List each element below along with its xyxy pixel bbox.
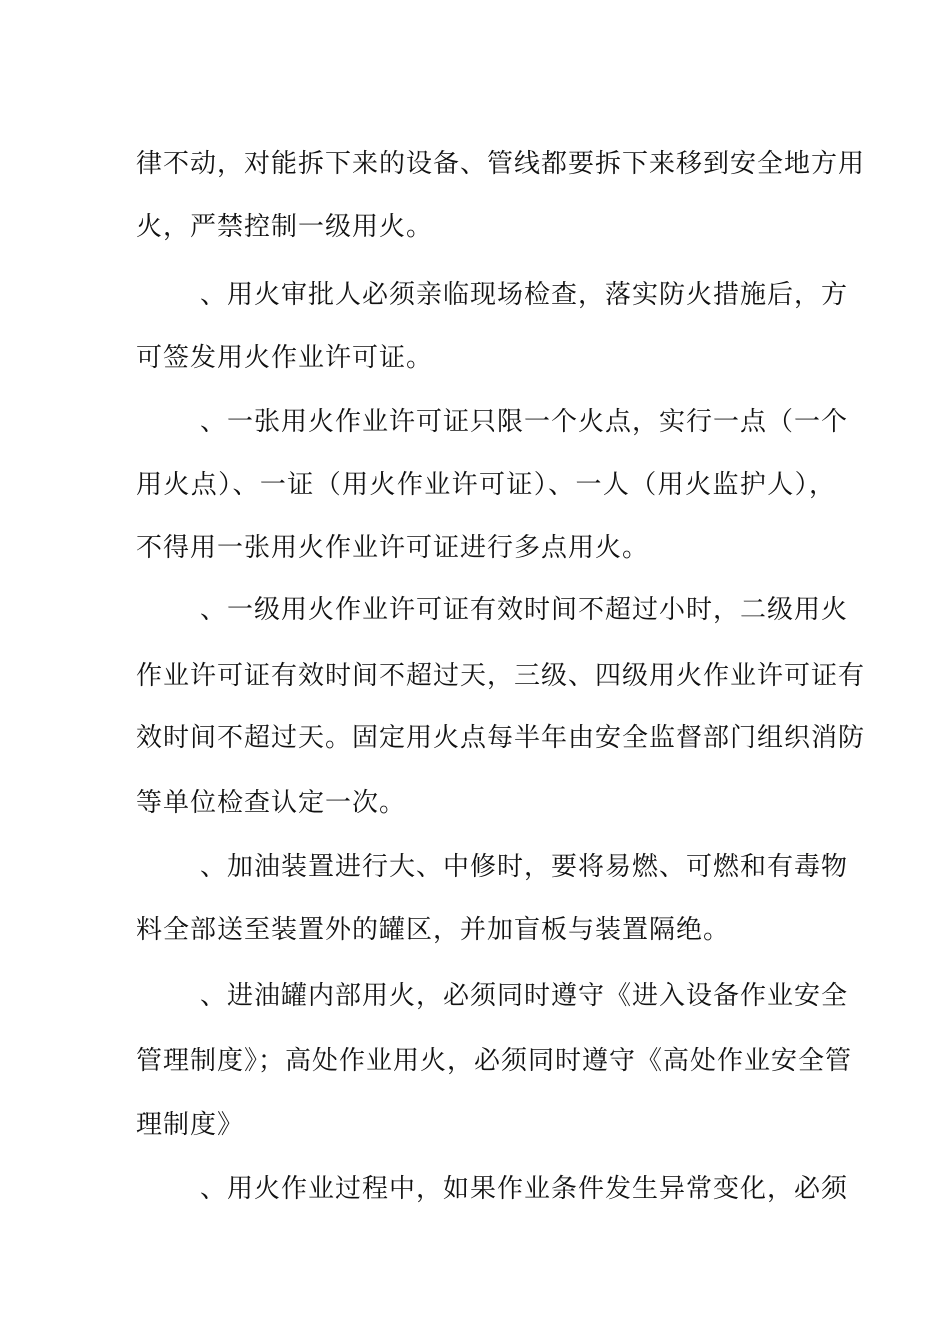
text-line-11: 等单位检查认定一次。 [136, 788, 407, 818]
text-line-1: 律不动，对能拆下来的设备、管线都要拆下来移到安全地方用 [136, 149, 866, 179]
text-line-7: 不得用一张用火作业许可证进行多点用火。 [136, 533, 650, 563]
text-line-16: 理制度》 [136, 1110, 245, 1140]
text-line-8: 、一级用火作业许可证有效时间不超过小时，二级用火 [200, 595, 849, 625]
text-line-15: 管理制度》；高处作业用火，必须同时遵守《高处作业安全管 [136, 1046, 853, 1076]
text-line-2: 火，严禁控制一级用火。 [136, 212, 434, 242]
text-line-9: 作业许可证有效时间不超过天，三级、四级用火作业许可证有 [136, 661, 866, 691]
text-line-3: 、用火审批人必须亲临现场检查，落实防火措施后，方 [200, 280, 849, 310]
text-line-6: 用火点）、一证（用火作业许可证）、一人（用火监护人）， [136, 470, 836, 500]
text-line-17: 、用火作业过程中，如果作业条件发生异常变化，必须 [200, 1174, 849, 1204]
text-line-12: 、加油装置进行大、中修时，要将易燃、可燃和有毒物 [200, 852, 849, 882]
text-line-5: 、一张用火作业许可证只限一个火点，实行一点（一个 [200, 407, 849, 437]
text-line-4: 可签发用火作业许可证。 [136, 343, 434, 373]
text-line-14: 、进油罐内部用火，必须同时遵守《进入设备作业安全 [200, 981, 849, 1011]
text-line-10: 效时间不超过天。固定用火点每半年由安全监督部门组织消防 [136, 723, 866, 753]
text-line-13: 料全部送至装置外的罐区，并加盲板与装置隔绝。 [136, 915, 731, 945]
